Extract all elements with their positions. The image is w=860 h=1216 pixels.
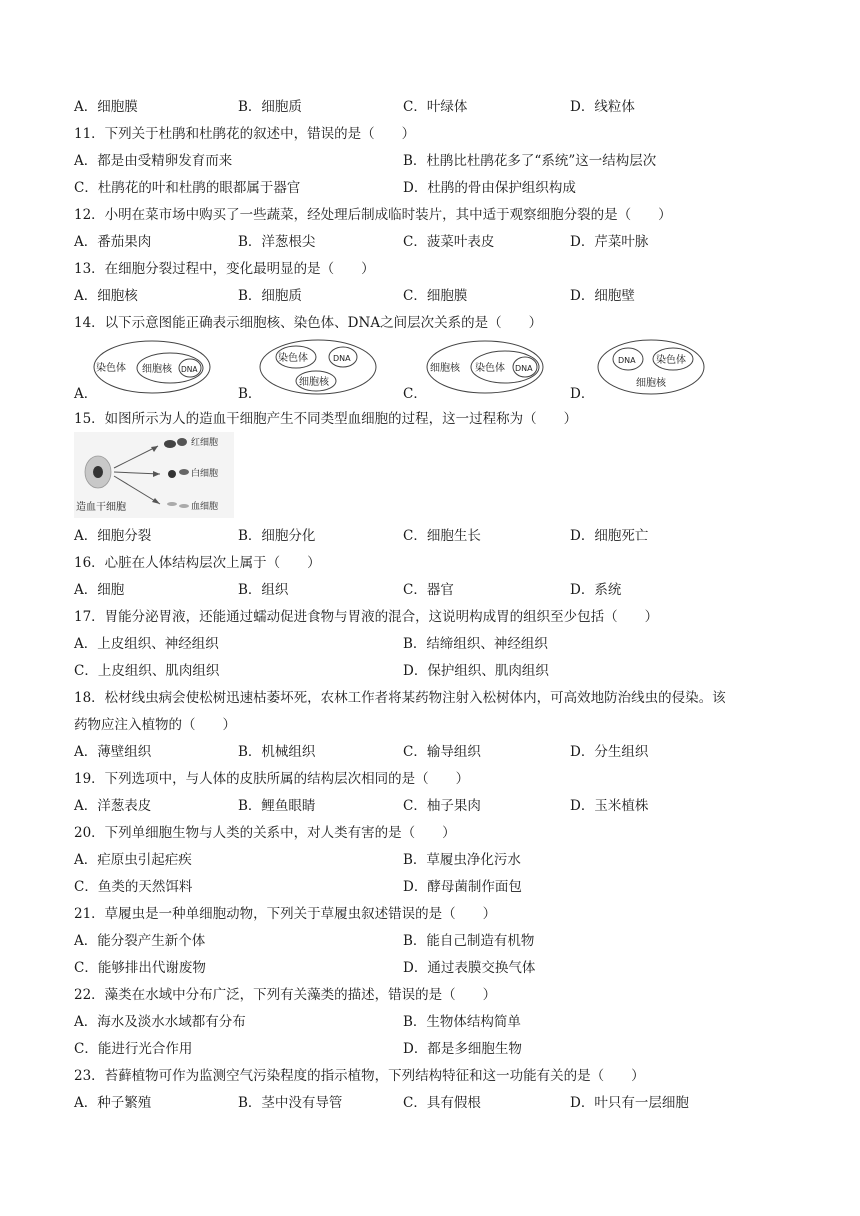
q18-option-a: A．薄壁组织 [74,744,152,760]
q19-option-d: D．玉米植株 [570,798,649,814]
q20-option-a: A．疟原虫引起疟疾 [74,852,192,868]
q14b-nucleus-label: 细胞核 [299,377,329,388]
q17-option-a: A．上皮组织、神经组织 [74,636,219,652]
q14d-nucleus-label: 细胞核 [636,378,666,389]
q22-option-a: A．海水及淡水水域都有分布 [74,1014,246,1030]
q19-option-b: B．鲤鱼眼睛 [238,798,316,814]
q10-option-b: B．细胞质 [238,99,302,115]
q16-option-c: C．器官 [403,582,454,598]
q10-option-a: A．细胞膜 [74,99,138,115]
q19-option-a: A．洋葱表皮 [74,798,152,814]
q14-option-c: C． [403,386,427,402]
q11-stem: 11．下列关于杜鹃和杜鹃花的叙述中，错误的是（ ） [74,126,416,142]
q11-option-d: D．杜鹃的骨由保护组织构成 [403,180,576,196]
q14-stem: 14．以下示意图能正确表示细胞核、染色体、DNA之间层次关系的是（ ） [74,315,543,331]
q22-option-d: D．都是多细胞生物 [403,1041,522,1057]
q14a-chromosome-label: 染色体 [96,363,126,374]
q15-stem: 15．如图所示为人的造血干细胞产生不同类型血细胞的过程，这一过程称为（ ） [74,411,578,427]
q12-stem: 12．小明在菜市场中购买了一些蔬菜，经处理后制成临时装片，其中适于观察细胞分裂的是（ ） [74,207,672,223]
q14a-nucleus-label: 细胞核 [142,364,172,375]
q10-option-d: D．线粒体 [570,99,635,115]
q17-stem: 17．胃能分泌胃液，还能通过蠕动促进食物与胃液的混合，这说明构成胃的组织至少包括（ ） [74,609,659,625]
q23-option-b: B．茎中没有导管 [238,1095,343,1111]
platelet-label: 血细胞 [191,502,219,512]
white-cell-label: 白细胞 [191,469,219,479]
red-cell-label: 红细胞 [191,438,219,448]
q15-option-c: C．细胞生长 [403,528,481,544]
q21-stem: 21．草履虫是一种单细胞动物，下列关于草履虫叙述错误的是（ ） [74,906,497,922]
q13-option-c: C．细胞膜 [403,288,468,304]
q13-option-b: B．细胞质 [238,288,302,304]
q12-option-a: A．番茄果肉 [74,234,152,250]
q18-option-c: C．输导组织 [403,744,481,760]
q16-option-a: A．细胞 [74,582,125,598]
q20-option-d: D．酵母菌制作面包 [403,879,522,895]
q14c-nucleus-label: 细胞核 [430,363,460,374]
q21-option-d: D．通过表膜交换气体 [403,960,536,976]
q17-option-b: B．结缔组织、神经组织 [403,636,548,652]
q23-stem: 23．苔藓植物可作为监测空气污染程度的指示植物，下列结构特征和这一功能有关的是（ ） [74,1068,645,1084]
q15-option-b: B．细胞分化 [238,528,316,544]
q15-hematopoiesis-figure [74,432,234,522]
q14d-chromosome-label: 染色体 [656,355,686,366]
q14-diagram-a [92,337,212,401]
q23-option-a: A．种子繁殖 [74,1095,152,1111]
q16-option-b: B．组织 [238,582,289,598]
q17-option-d: D．保护组织、肌肉组织 [403,663,549,679]
q14-diagram-b [258,337,378,401]
q12-option-c: C．菠菜叶表皮 [403,234,495,250]
q22-option-b: B．生物体结构简单 [403,1014,521,1030]
q14d-dna-label: DNA [618,356,636,365]
q14c-chromosome-label: 染色体 [475,363,505,374]
q10-option-c: C．叶绿体 [403,99,468,115]
q12-option-b: B．洋葱根尖 [238,234,316,250]
q14-diagram-d [596,337,706,401]
q20-option-c: C．鱼类的天然饵料 [74,879,193,895]
q22-option-c: C．能进行光合作用 [74,1041,193,1057]
q19-stem: 19．下列选项中，与人体的皮肤所属的结构层次相同的是（ ） [74,771,470,787]
q12-option-d: D．芹菜叶脉 [570,234,649,250]
q14-diagram-c [425,337,545,401]
q19-option-c: C．柚子果肉 [403,798,481,814]
q13-stem: 13．在细胞分裂过程中，变化最明显的是（ ） [74,261,375,277]
stem-cell-label: 造血干细胞 [76,502,126,513]
q11-option-b: B．杜鹃比杜鹃花多了“系统”这一结构层次 [403,153,657,169]
q21-option-b: B．能自己制造有机物 [403,933,535,949]
q18-stem-line1: 18．松材线虫病会使松树迅速枯萎坏死，农林工作者将某药物注射入松树体内，可高效地防治线虫的侵染。该 [74,690,726,706]
q22-stem: 22．藻类在水域中分布广泛，下列有关藻类的描述，错误的是（ ） [74,987,497,1003]
q11-option-c: C．杜鹃花的叶和杜鹃的眼都属于器官 [74,180,301,196]
q18-option-b: B．机械组织 [238,744,316,760]
q20-option-b: B．草履虫净化污水 [403,852,521,868]
q14b-dna-label: DNA [333,354,351,363]
q14-option-a: A． [74,386,98,402]
q21-option-a: A．能分裂产生新个体 [74,933,206,949]
q14b-chromosome-label: 染色体 [278,353,308,364]
q15-option-a: A．细胞分裂 [74,528,152,544]
q13-option-d: D．细胞壁 [570,288,635,304]
q14-option-d: D． [570,386,595,402]
q15-option-d: D．细胞死亡 [570,528,649,544]
q13-option-a: A．细胞核 [74,288,138,304]
q16-option-d: D．系统 [570,582,622,598]
q14c-dna-label: DNA [515,364,533,373]
q17-option-c: C．上皮组织、肌肉组织 [74,663,220,679]
q11-option-a: A．都是由受精卵发育而来 [74,153,233,169]
q20-stem: 20．下列单细胞生物与人类的关系中，对人类有害的是（ ） [74,825,456,841]
q14-option-b: B． [238,386,262,402]
q21-option-c: C．能够排出代谢废物 [74,960,206,976]
q23-option-c: C．具有假根 [403,1095,481,1111]
q18-option-d: D．分生组织 [570,744,649,760]
q18-stem-line2: 药物应注入植物的（ ） [74,717,236,733]
q16-stem: 16．心脏在人体结构层次上属于（ ） [74,555,321,571]
q14a-dna-label: DNA [181,365,198,374]
q23-option-d: D．叶只有一层细胞 [570,1095,689,1111]
